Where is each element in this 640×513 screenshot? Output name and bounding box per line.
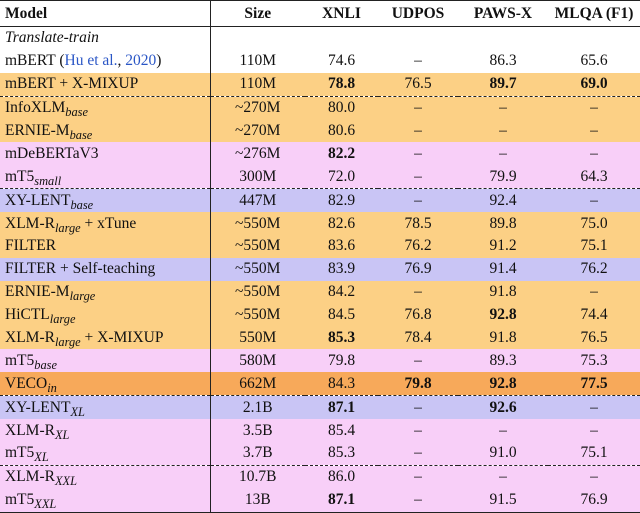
value-xnli: 84.3 bbox=[327, 374, 356, 392]
value-pawsx: – bbox=[499, 144, 507, 162]
value-udpos: – bbox=[414, 52, 422, 70]
value-size: ~550M bbox=[235, 260, 281, 278]
table-row bbox=[0, 73, 640, 96]
value-pawsx: 89.7 bbox=[489, 75, 517, 93]
cell-udpos bbox=[378, 489, 458, 512]
cell-xnli bbox=[305, 304, 378, 327]
cell-mlqa bbox=[548, 419, 640, 442]
cell-pawsx bbox=[458, 281, 548, 304]
cell-mlqa bbox=[548, 142, 640, 165]
value-pawsx: 92.8 bbox=[489, 374, 517, 392]
model-subscript: large bbox=[54, 335, 81, 350]
cell-pawsx bbox=[458, 235, 548, 258]
model-subscript: large bbox=[49, 312, 76, 327]
value-mlqa: 69.0 bbox=[580, 75, 608, 93]
cell-pawsx bbox=[458, 465, 548, 488]
cell-udpos bbox=[378, 258, 458, 281]
cell-mlqa bbox=[548, 235, 640, 258]
value-udpos: – bbox=[414, 283, 422, 301]
cell-xnli bbox=[305, 465, 378, 488]
section-label: Translate-train bbox=[0, 27, 210, 50]
value-xnli: 85.4 bbox=[327, 421, 356, 439]
value-mlqa: 76.9 bbox=[580, 491, 608, 509]
table-row bbox=[0, 419, 640, 442]
cell-mlqa bbox=[548, 258, 640, 281]
cell-pawsx bbox=[458, 442, 548, 465]
cell-xnli bbox=[305, 258, 378, 281]
cell-xnli bbox=[305, 372, 378, 395]
model-base-name: mT5 bbox=[5, 351, 35, 369]
header-mlqa: MLQA (F1) bbox=[554, 4, 634, 22]
cell-mlqa bbox=[548, 349, 640, 372]
value-xnli: 84.2 bbox=[327, 283, 356, 301]
value-xnli: 83.9 bbox=[327, 260, 356, 278]
value-pawsx: 79.9 bbox=[489, 167, 517, 185]
value-udpos: – bbox=[414, 167, 422, 185]
model-name: mBERT (Hu et al., 2020) bbox=[0, 50, 210, 73]
value-pawsx: – bbox=[499, 468, 507, 486]
value-size: 3.7B bbox=[242, 444, 273, 462]
table-row bbox=[0, 349, 640, 372]
cell-pawsx bbox=[458, 212, 548, 235]
cell-udpos bbox=[378, 465, 458, 488]
value-udpos: – bbox=[414, 421, 422, 439]
value-mlqa: 77.5 bbox=[580, 374, 608, 392]
value-pawsx: 92.8 bbox=[489, 306, 517, 324]
cell-size bbox=[210, 327, 305, 350]
value-xnli: 79.8 bbox=[327, 351, 356, 369]
cell-xnli bbox=[305, 396, 378, 419]
cell-pawsx bbox=[458, 96, 548, 119]
value-udpos: – bbox=[414, 491, 422, 509]
value-mlqa: – bbox=[590, 283, 598, 301]
table-row bbox=[0, 258, 640, 281]
model-name bbox=[0, 142, 210, 165]
model-base-name: ERNIE-M bbox=[5, 122, 70, 139]
cell-pawsx bbox=[458, 165, 548, 188]
table-row bbox=[0, 212, 640, 235]
value-size: ~270M bbox=[235, 122, 281, 139]
value-xnli: 87.1 bbox=[327, 398, 356, 416]
value-size: 2.1B bbox=[242, 398, 273, 416]
value-size: 662M bbox=[239, 374, 277, 392]
cell-mlqa bbox=[548, 489, 640, 512]
cell-xnli bbox=[305, 96, 378, 119]
citation-link: Hu et al. bbox=[64, 52, 118, 70]
cell-pawsx bbox=[458, 142, 548, 165]
value-mlqa: – bbox=[590, 99, 598, 117]
cell-size bbox=[210, 349, 305, 372]
value-mlqa: 75.0 bbox=[580, 214, 608, 232]
value-mlqa: 75.3 bbox=[580, 351, 608, 369]
cell-xnli bbox=[305, 73, 378, 96]
value-size: 447M bbox=[239, 191, 277, 209]
cell-pawsx bbox=[458, 120, 548, 143]
cell-mlqa bbox=[548, 165, 640, 188]
header-xnli: XNLI bbox=[322, 4, 361, 22]
model-subscript: large bbox=[54, 220, 81, 235]
value-xnli: 87.1 bbox=[327, 491, 356, 509]
cell-udpos bbox=[378, 304, 458, 327]
value-mlqa: 74.4 bbox=[580, 306, 608, 324]
model-subscript: XL bbox=[70, 404, 85, 419]
value-udpos: – bbox=[414, 122, 422, 139]
cell-udpos bbox=[378, 120, 458, 143]
cell-size bbox=[210, 304, 305, 327]
model-base-name: XLM-R bbox=[5, 329, 55, 347]
value-udpos: – bbox=[414, 144, 422, 162]
value-size: ~550M bbox=[235, 237, 281, 255]
cell-size bbox=[210, 142, 305, 165]
value-pawsx: – bbox=[499, 122, 507, 139]
value-udpos: 78.4 bbox=[404, 329, 432, 347]
model-base-name: HiCTL bbox=[5, 306, 50, 324]
model-base-name: mT5 bbox=[5, 444, 35, 462]
model-name bbox=[0, 372, 210, 395]
model-base-name: ERNIE-M bbox=[5, 283, 70, 301]
cell-size bbox=[210, 396, 305, 419]
model-base-name: FILTER bbox=[5, 237, 57, 255]
model-base-name: XLM-R bbox=[5, 214, 55, 232]
table-row bbox=[0, 120, 640, 143]
cell-xnli bbox=[305, 442, 378, 465]
value-mlqa: – bbox=[590, 144, 598, 162]
table-row bbox=[0, 489, 640, 512]
citation-close: ) bbox=[156, 52, 162, 70]
cell-mlqa bbox=[548, 465, 640, 488]
cell-size bbox=[210, 419, 305, 442]
model-subscript: XL bbox=[34, 450, 49, 465]
cell-pawsx bbox=[458, 396, 548, 419]
cell-size bbox=[210, 465, 305, 488]
cell-pawsx bbox=[458, 327, 548, 350]
value-pawsx: 91.8 bbox=[489, 283, 517, 301]
header-udpos: UDPOS bbox=[391, 4, 445, 22]
model-name bbox=[0, 212, 210, 235]
cell-pawsx bbox=[458, 73, 548, 96]
value-udpos: 76.5 bbox=[404, 75, 432, 93]
value-udpos: 78.5 bbox=[404, 214, 432, 232]
value-udpos: 76.9 bbox=[404, 260, 432, 278]
cell-size bbox=[210, 120, 305, 143]
model-name bbox=[0, 165, 210, 188]
table-row bbox=[0, 50, 640, 73]
cell-pawsx bbox=[458, 304, 548, 327]
model-subscript: small bbox=[34, 173, 62, 188]
table-row bbox=[0, 165, 640, 188]
model-name bbox=[0, 281, 210, 304]
value-xnli: 83.6 bbox=[327, 237, 356, 255]
model-name bbox=[0, 349, 210, 372]
model-base-name: InfoXLM bbox=[5, 99, 66, 117]
model-name bbox=[0, 235, 210, 258]
table-row bbox=[0, 189, 640, 212]
model-name bbox=[0, 465, 210, 488]
value-size: 110M bbox=[239, 75, 276, 93]
table-row bbox=[0, 372, 640, 395]
model-name bbox=[0, 73, 210, 96]
value-xnli: 82.9 bbox=[327, 191, 356, 209]
cell-mlqa bbox=[548, 396, 640, 419]
model-subscript: XL bbox=[54, 427, 70, 442]
value-mlqa: – bbox=[590, 398, 598, 416]
cell-udpos bbox=[378, 349, 458, 372]
value-mlqa: – bbox=[590, 468, 598, 486]
cell-udpos bbox=[378, 189, 458, 212]
cell-udpos bbox=[378, 50, 458, 73]
value-udpos: – bbox=[414, 468, 422, 486]
model-subscript: XXL bbox=[54, 474, 77, 489]
cell-xnli bbox=[305, 419, 378, 442]
table-row bbox=[0, 304, 640, 327]
header-size: Size bbox=[244, 4, 272, 22]
header-pawsx: PAWS-X bbox=[473, 4, 533, 22]
table-row bbox=[0, 235, 640, 258]
header-row bbox=[0, 1, 640, 27]
cell-xnli bbox=[305, 235, 378, 258]
cell-mlqa bbox=[548, 304, 640, 327]
value-udpos: – bbox=[414, 351, 422, 369]
cell-udpos bbox=[378, 396, 458, 419]
cell-size bbox=[210, 212, 305, 235]
model-base-name: XLM-R bbox=[5, 468, 55, 486]
cell-pawsx bbox=[458, 50, 548, 73]
cell-size bbox=[210, 96, 305, 119]
value-size: ~550M bbox=[235, 214, 281, 232]
cell-size bbox=[210, 281, 305, 304]
cell-udpos bbox=[378, 212, 458, 235]
value-size: ~276M bbox=[235, 144, 281, 162]
model-name bbox=[0, 442, 210, 465]
value-xnli: 86.0 bbox=[327, 468, 356, 486]
header-model: Model bbox=[0, 1, 210, 27]
value-xnli: 85.3 bbox=[327, 444, 356, 462]
model-name bbox=[0, 489, 210, 512]
value-udpos: 76.8 bbox=[404, 306, 432, 324]
table-row bbox=[0, 442, 640, 465]
cell-xnli bbox=[305, 120, 378, 143]
cell-pawsx bbox=[458, 419, 548, 442]
cell-xnli bbox=[305, 349, 378, 372]
value-pawsx: 91.2 bbox=[489, 237, 517, 255]
value-mlqa: – bbox=[590, 191, 598, 209]
value-mlqa: – bbox=[590, 122, 598, 139]
cell-udpos bbox=[378, 419, 458, 442]
value-size: 580M bbox=[239, 351, 277, 369]
model-base-name: VECO bbox=[5, 374, 48, 392]
value-mlqa: 64.3 bbox=[580, 167, 608, 185]
cell-udpos bbox=[378, 442, 458, 465]
cell-udpos bbox=[378, 142, 458, 165]
value-xnli: 74.6 bbox=[327, 52, 356, 70]
model-suffix: + X-MIXUP bbox=[80, 329, 164, 347]
value-mlqa: 75.1 bbox=[580, 237, 608, 255]
model-base-name: mT5 bbox=[5, 167, 35, 185]
value-udpos: 79.8 bbox=[404, 374, 432, 392]
model-base-name: XY-LENT bbox=[5, 398, 71, 416]
model-subscript: base bbox=[65, 105, 88, 120]
cell-size bbox=[210, 165, 305, 188]
cell-pawsx bbox=[458, 349, 548, 372]
value-xnli: 82.2 bbox=[327, 144, 356, 162]
value-xnli: 78.8 bbox=[327, 75, 356, 93]
cell-udpos bbox=[378, 372, 458, 395]
cell-xnli bbox=[305, 50, 378, 73]
value-pawsx: – bbox=[499, 99, 507, 117]
value-size: ~550M bbox=[235, 283, 281, 301]
value-pawsx: 89.8 bbox=[489, 214, 517, 232]
table-row bbox=[0, 281, 640, 304]
value-udpos: – bbox=[414, 398, 422, 416]
section-row bbox=[0, 27, 640, 50]
value-mlqa: 76.2 bbox=[580, 260, 608, 278]
cell-size bbox=[210, 258, 305, 281]
cell-size bbox=[210, 50, 305, 73]
cell-mlqa bbox=[548, 372, 640, 395]
cell-pawsx bbox=[458, 189, 548, 212]
cell-xnli bbox=[305, 212, 378, 235]
value-pawsx: 86.3 bbox=[489, 52, 517, 70]
value-size: 300M bbox=[239, 167, 277, 185]
value-xnli: 80.6 bbox=[327, 122, 356, 139]
table-row bbox=[0, 327, 640, 350]
value-size: 13B bbox=[244, 491, 271, 509]
cell-udpos bbox=[378, 327, 458, 350]
model-base-name: mT5 bbox=[5, 491, 35, 509]
cell-size bbox=[210, 189, 305, 212]
cell-mlqa bbox=[548, 96, 640, 119]
table-row bbox=[0, 396, 640, 419]
table-row bbox=[0, 142, 640, 165]
value-udpos: – bbox=[414, 99, 422, 117]
model-subscript: base bbox=[69, 128, 93, 143]
cell-mlqa bbox=[548, 442, 640, 465]
cell-mlqa bbox=[548, 120, 640, 143]
cell-mlqa bbox=[548, 189, 640, 212]
value-xnli: 72.0 bbox=[327, 167, 356, 185]
cell-size bbox=[210, 489, 305, 512]
model-name bbox=[0, 419, 210, 442]
cell-xnli bbox=[305, 165, 378, 188]
cell-size bbox=[210, 442, 305, 465]
model-base-name: XLM-R bbox=[5, 421, 55, 439]
cell-mlqa bbox=[548, 327, 640, 350]
cell-xnli bbox=[305, 489, 378, 512]
cell-mlqa bbox=[548, 281, 640, 304]
value-size: 110M bbox=[239, 52, 276, 70]
value-pawsx: 92.6 bbox=[489, 398, 517, 416]
model-name bbox=[0, 258, 210, 281]
value-xnli: 82.6 bbox=[327, 214, 356, 232]
cell-xnli bbox=[305, 281, 378, 304]
model-subscript: XXL bbox=[34, 497, 57, 512]
value-pawsx: – bbox=[499, 421, 507, 439]
value-size: ~270M bbox=[235, 99, 281, 117]
value-xnli: 84.5 bbox=[327, 306, 356, 324]
value-udpos: – bbox=[414, 191, 422, 209]
cell-pawsx bbox=[458, 258, 548, 281]
value-pawsx: 91.8 bbox=[489, 329, 517, 347]
model-subscript: base bbox=[34, 358, 57, 372]
model-subscript: in bbox=[47, 380, 57, 395]
model-base-name: mDeBERTaV3 bbox=[5, 144, 99, 162]
cell-size bbox=[210, 372, 305, 395]
cell-xnli bbox=[305, 327, 378, 350]
cell-mlqa bbox=[548, 73, 640, 96]
cell-pawsx bbox=[458, 489, 548, 512]
model-name bbox=[0, 327, 210, 350]
cell-xnli bbox=[305, 189, 378, 212]
model-name bbox=[0, 304, 210, 327]
table-row bbox=[0, 465, 640, 488]
value-mlqa: 75.1 bbox=[580, 444, 608, 462]
model-name bbox=[0, 189, 210, 212]
model-base-name: mBERT ( bbox=[5, 52, 65, 70]
value-xnli: 80.0 bbox=[327, 99, 356, 117]
cell-udpos bbox=[378, 96, 458, 119]
value-mlqa: 65.6 bbox=[580, 52, 608, 70]
model-name bbox=[0, 396, 210, 419]
model-base-name: mBERT + X-MIXUP bbox=[5, 75, 139, 93]
value-size: 550M bbox=[239, 329, 277, 347]
cell-udpos bbox=[378, 281, 458, 304]
value-xnli: 85.3 bbox=[327, 329, 356, 347]
value-pawsx: 89.3 bbox=[489, 351, 517, 369]
cell-mlqa bbox=[548, 50, 640, 73]
value-pawsx: 91.5 bbox=[489, 491, 517, 509]
cell-udpos bbox=[378, 235, 458, 258]
cell-udpos bbox=[378, 165, 458, 188]
model-suffix: + xTune bbox=[80, 214, 137, 232]
value-pawsx: 91.0 bbox=[489, 444, 517, 462]
citation-year-link: 2020 bbox=[125, 52, 157, 70]
cell-size bbox=[210, 235, 305, 258]
cell-xnli bbox=[305, 142, 378, 165]
cell-pawsx bbox=[458, 372, 548, 395]
value-pawsx: 91.4 bbox=[489, 260, 517, 278]
model-subscript: base bbox=[70, 197, 94, 212]
model-base-name: FILTER + Self-teaching bbox=[5, 260, 156, 278]
model-name bbox=[0, 120, 210, 143]
value-mlqa: 76.5 bbox=[580, 329, 608, 347]
value-mlqa: – bbox=[590, 421, 598, 439]
cell-udpos bbox=[378, 73, 458, 96]
cell-mlqa bbox=[548, 212, 640, 235]
table-row bbox=[0, 96, 640, 119]
model-base-name: XY-LENT bbox=[5, 191, 71, 209]
value-pawsx: 92.4 bbox=[489, 191, 517, 209]
value-size: ~550M bbox=[235, 306, 281, 324]
value-size: 10.7B bbox=[239, 468, 277, 486]
model-name bbox=[0, 96, 210, 119]
value-size: 3.5B bbox=[242, 421, 273, 439]
cell-size bbox=[210, 73, 305, 96]
value-udpos: 76.2 bbox=[404, 237, 432, 255]
model-subscript: large bbox=[69, 289, 96, 304]
value-udpos: – bbox=[414, 444, 422, 462]
